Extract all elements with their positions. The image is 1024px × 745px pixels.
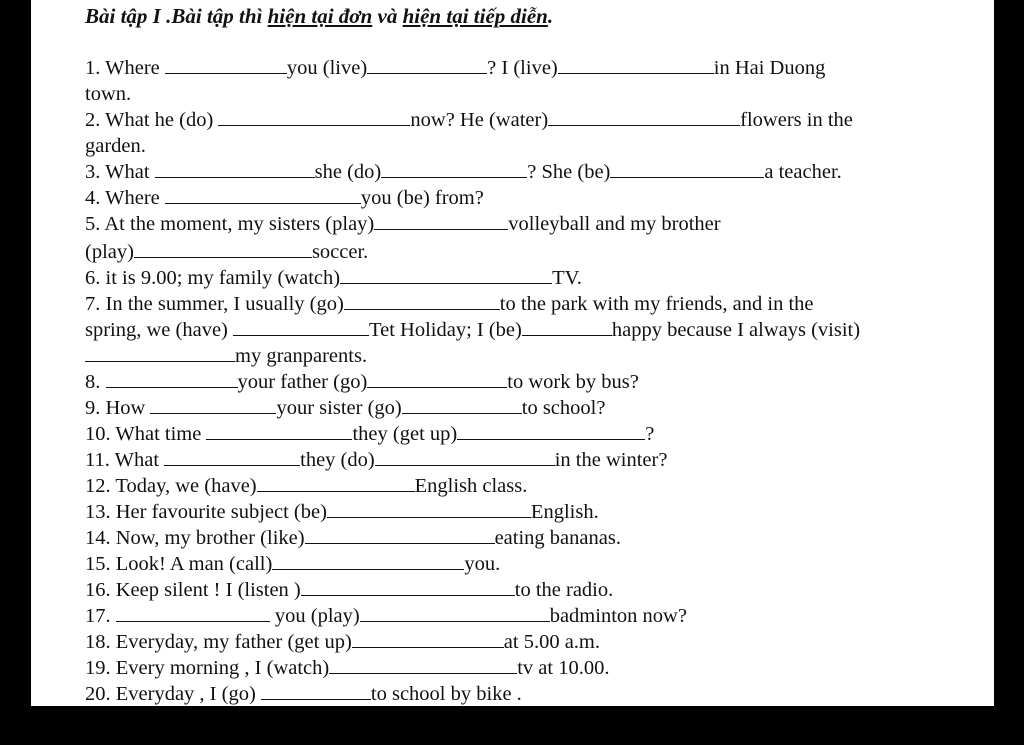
exercise-7: 7. In the summer, I usually (go) to the park with my friends, and in the xyxy=(85,293,814,315)
exercise-15: 15. Look! A man (call) you. xyxy=(85,553,501,575)
title-underlined-2: hiện tại tiếp diễn xyxy=(402,4,548,28)
answer-blank[interactable] xyxy=(134,240,312,258)
answer-blank[interactable] xyxy=(165,186,361,204)
exercise-6: 6. it is 9.00; my family (watch) TV. xyxy=(85,267,582,289)
answer-blank[interactable] xyxy=(106,370,238,388)
answer-blank[interactable] xyxy=(367,370,507,388)
answer-blank[interactable] xyxy=(360,604,550,622)
exercise-12: 12. Today, we (have) English class. xyxy=(85,475,528,497)
exercise-17: 17. you (play) badminton now? xyxy=(85,605,687,627)
answer-blank[interactable] xyxy=(374,212,508,230)
answer-blank[interactable] xyxy=(381,160,527,178)
exercise-7-cont: spring, we (have) Tet Holiday; I (be) happy because I always (visit) xyxy=(85,319,861,341)
answer-blank[interactable] xyxy=(610,160,764,178)
answer-blank[interactable] xyxy=(150,396,276,414)
answer-blank[interactable] xyxy=(155,160,315,178)
exercise-14: 14. Now, my brother (like) eating bananas. xyxy=(85,527,621,549)
answer-blank[interactable] xyxy=(206,422,352,440)
answer-blank[interactable] xyxy=(218,108,410,126)
exercise-1: 1. Where you (live) ? I (live) in Hai Duong xyxy=(85,57,826,79)
answer-blank[interactable] xyxy=(344,292,500,310)
answer-blank[interactable] xyxy=(548,108,740,126)
exercise-5-cont: (play) soccer. xyxy=(85,241,369,263)
answer-blank[interactable] xyxy=(352,630,504,648)
exercise-1-cont: town. xyxy=(85,83,132,105)
answer-blank[interactable] xyxy=(164,448,300,466)
worksheet-page xyxy=(31,0,994,706)
exercise-2-cont: garden. xyxy=(85,135,146,157)
answer-blank[interactable] xyxy=(340,266,552,284)
exercise-3: 3. What she (do) ? She (be) a teacher. xyxy=(85,161,842,183)
title-underlined-1: hiện tại đơn xyxy=(267,4,373,28)
exercise-10: 10. What time they (get up) ? xyxy=(85,423,655,445)
answer-blank[interactable] xyxy=(233,318,369,336)
exercise-20: 20. Everyday , I (go) to school by bike . xyxy=(85,683,522,705)
answer-blank[interactable] xyxy=(522,318,612,336)
answer-blank[interactable] xyxy=(257,474,415,492)
answer-blank[interactable] xyxy=(272,552,464,570)
answer-blank[interactable] xyxy=(85,344,235,362)
exercise-19: 19. Every morning , I (watch) tv at 10.00. xyxy=(85,657,610,679)
answer-blank[interactable] xyxy=(402,396,522,414)
exercise-9: 9. How your sister (go) to school? xyxy=(85,397,606,419)
exercise-title xyxy=(85,4,553,28)
answer-blank[interactable] xyxy=(305,526,495,544)
answer-blank[interactable] xyxy=(165,56,287,74)
answer-blank[interactable] xyxy=(116,604,270,622)
exercise-8: 8. your father (go) to work by bus? xyxy=(85,371,639,393)
exercise-7-end: my granparents. xyxy=(85,344,367,368)
title-connector: và xyxy=(372,4,403,28)
answer-blank[interactable] xyxy=(558,56,714,74)
exercise-11: 11. What they (do) in the winter? xyxy=(85,449,668,471)
exercise-5: 5. At the moment, my sisters (play) volleyball and my brother xyxy=(85,213,721,235)
exercise-13: 13. Her favourite subject (be) English. xyxy=(85,501,599,523)
exercise-4: 4. Where you (be) from? xyxy=(85,187,484,209)
answer-blank[interactable] xyxy=(329,656,517,674)
exercise-18: 18. Everyday, my father (get up) at 5.00 a.m. xyxy=(85,631,600,653)
exercise-16: 16. Keep silent ! I (listen ) to the radio. xyxy=(85,579,614,601)
answer-blank[interactable] xyxy=(457,422,645,440)
answer-blank[interactable] xyxy=(261,682,371,700)
title-text: Bài tập I .Bài tập thì xyxy=(85,4,268,28)
title-period: . xyxy=(547,4,554,28)
answer-blank[interactable] xyxy=(301,578,515,596)
exercise-2: 2. What he (do) now? He (water) flowers in the xyxy=(85,109,853,131)
answer-blank[interactable] xyxy=(367,56,487,74)
answer-blank[interactable] xyxy=(375,448,555,466)
answer-blank[interactable] xyxy=(327,500,531,518)
